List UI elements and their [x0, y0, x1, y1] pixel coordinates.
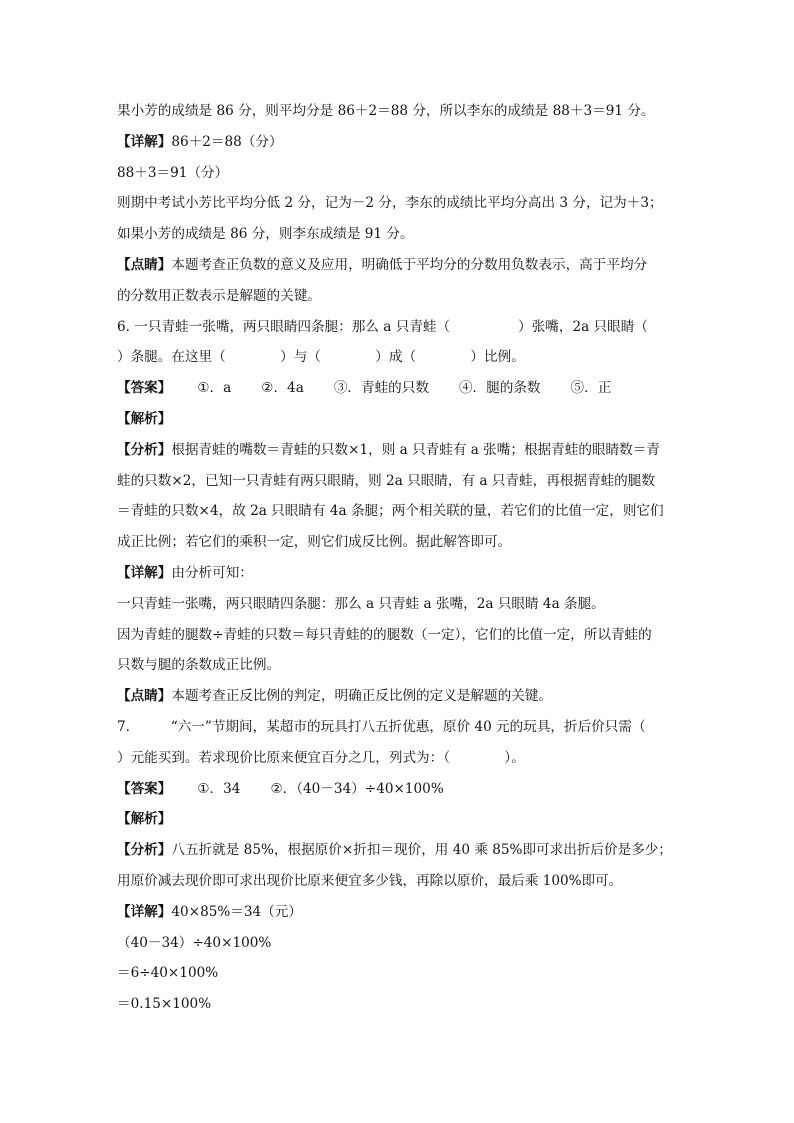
- text-line: [117, 866, 677, 897]
- line-text: 用原价减去现价即可求出现价比原来便宜多少钱，再除以原价，最后乘 100%即可。: [117, 872, 623, 889]
- answer-item: ①．34: [197, 780, 241, 797]
- line-text: （40－34）÷40×100%: [117, 934, 272, 951]
- text-line: [117, 804, 677, 835]
- text-line: [117, 712, 677, 743]
- text-line: [117, 342, 677, 373]
- text-line: [117, 219, 677, 250]
- section-tag: 【详解】: [117, 564, 172, 581]
- document-body: [117, 96, 677, 1020]
- text-line: [117, 589, 677, 620]
- section-tag: 【点睛】: [117, 688, 172, 705]
- section-tag: 【答案】: [117, 780, 172, 797]
- line-text: 八五折就是 85%，根据原价×折扣＝现价，用 40 乘 85%即可求出折后价是多少；: [171, 842, 672, 859]
- answer-item: ④．腿的条数: [458, 380, 541, 397]
- line-text: 由分析可知：: [171, 564, 253, 581]
- text-line: [117, 835, 677, 866]
- line-text: 果小芳的成绩是 86 分，则平均分是 86＋2＝88 分，所以李东的成绩是 88＋3＝91 分。: [117, 103, 655, 119]
- line-text: 7. “六一”节期间，某超市的玩具打八五折优惠，原价 40 元的玩具，折后价只需（: [117, 718, 646, 735]
- line-text: 40×85%＝34（元）: [171, 903, 302, 920]
- section-tag: 【点睛】: [117, 256, 172, 273]
- line-text: 如果小芳的成绩是 86 分，则李东成绩是 91 分。: [117, 226, 414, 243]
- line-text: 一只青蛙一张嘴，两只眼睛四条腿：那么 a 只青蛙 a 张嘴，2a 只眼睛 4a 条腿。: [117, 595, 605, 612]
- section-tag: 【分析】: [117, 842, 172, 859]
- text-line: [117, 373, 677, 404]
- line-text: 根据青蛙的嘴数＝青蛙的只数×1，则 a 只青蛙有 a 张嘴；根据青蛙的眼睛数＝青: [171, 441, 660, 458]
- text-line: [117, 958, 677, 989]
- line-text: ）条腿。在这里（ ）与（ ）成（ ）比例。: [117, 349, 525, 366]
- text-line: [117, 496, 677, 527]
- text-line: [117, 435, 677, 466]
- line-text: 蛙的只数×2，已知一只青蛙有两只眼睛，则 2a 只眼睛，有 a 只青蛙，再根据青蛙的腿数: [117, 472, 655, 489]
- text-line: [117, 774, 677, 805]
- line-text: 只数与腿的条数成正比例。: [117, 657, 281, 674]
- section-tag: 【解析】: [117, 410, 172, 427]
- line-text: ＝6÷40×100%: [117, 965, 219, 982]
- text-line: [117, 96, 677, 127]
- answer-item: ②．4a: [261, 380, 304, 397]
- text-line: [117, 466, 677, 497]
- line-text: 的分数用正数表示是解题的关键。: [117, 287, 321, 304]
- text-line: [117, 681, 677, 712]
- text-line: [117, 281, 677, 312]
- line-text: 6. 一只青蛙一张嘴，两只眼睛四条腿：那么 a 只青蛙（ ）张嘴，2a 只眼睛（: [117, 318, 648, 335]
- line-text: 本题考查正反比例的判定，明确正反比例的定义是解题的关键。: [171, 688, 552, 705]
- text-line: [117, 127, 677, 158]
- text-line: [117, 527, 677, 558]
- line-text: 88＋3＝91（分）: [117, 164, 229, 181]
- answer-item: ①．a: [197, 380, 232, 397]
- section-tag: 【答案】: [117, 380, 172, 397]
- section-tag: 【详解】: [117, 133, 172, 150]
- answer-item: ②．（40－34）÷40×100%: [270, 780, 444, 797]
- text-line: [117, 650, 677, 681]
- text-line: [117, 989, 677, 1020]
- text-line: [117, 312, 677, 343]
- section-tag: 【解析】: [117, 811, 172, 828]
- text-line: [117, 620, 677, 651]
- text-line: [117, 928, 677, 959]
- line-text: 成正比例；若它们的乘积一定，则它们成反比例。据此解答即可。: [117, 534, 512, 551]
- line-text: ＝青蛙的只数×4，故 2a 只眼睛有 4a 条腿；两个相关联的量，若它们的比值一定，则它们: [117, 503, 664, 520]
- line-text: 本题考查正负数的意义及应用，明确低于平均分的分数用负数表示，高于平均分: [171, 256, 648, 273]
- text-line: [117, 558, 677, 589]
- line-text: 因为青蛙的腿数÷青蛙的只数＝每只青蛙的的腿数（一定），它们的比值一定，所以青蛙的: [117, 626, 652, 643]
- line-text: 86＋2＝88（分）: [171, 133, 283, 150]
- section-tag: 【分析】: [117, 441, 172, 458]
- line-text: ）元能买到。若求现价比原来便宜百分之几，列式为：（ ）。: [117, 749, 525, 766]
- answer-item: ⑤．正: [570, 380, 612, 397]
- section-tag: 【详解】: [117, 903, 172, 920]
- text-line: [117, 897, 677, 928]
- text-line: [117, 404, 677, 435]
- text-line: [117, 188, 677, 219]
- line-text: ＝0.15×100%: [117, 996, 212, 1013]
- text-line: [117, 743, 677, 774]
- line-text: 则期中考试小芳比平均分低 2 分，记为－2 分，李东的成绩比平均分高出 3 分，记为＋3；: [117, 195, 663, 212]
- answer-item: ③．青蛙的只数: [333, 380, 429, 397]
- text-line: [117, 250, 677, 281]
- text-line: [117, 158, 677, 189]
